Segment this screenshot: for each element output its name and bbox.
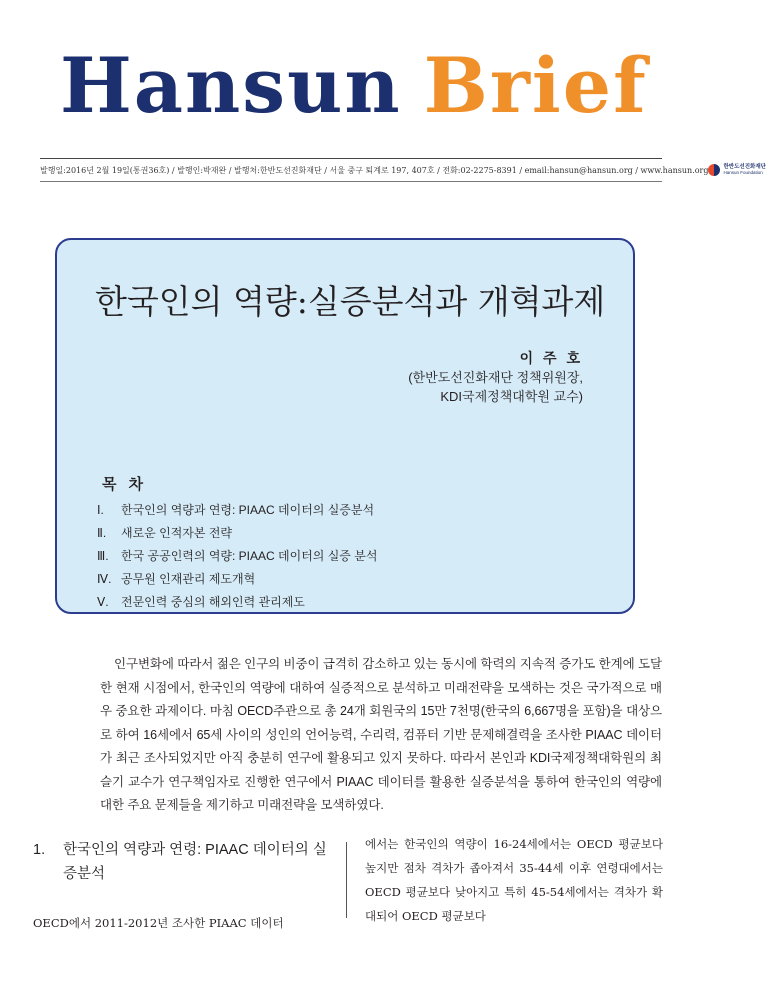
author-name: 이 주 호 xyxy=(519,350,583,366)
section-heading xyxy=(33,838,338,886)
title-box xyxy=(55,238,635,614)
right-column xyxy=(365,832,663,928)
masthead-word-hansun: Hansun xyxy=(60,41,402,130)
toc-item-text: 한국인의 역량과 연령: PIAAC 데이터의 실증분석 xyxy=(121,503,375,517)
toc-item-text: 새로운 인적자본 전략 xyxy=(121,526,232,540)
foundation-logo-text xyxy=(723,165,766,175)
left-column xyxy=(33,838,338,935)
publication-info-bar xyxy=(40,158,766,182)
toc-heading: 목 차 xyxy=(102,476,148,493)
section-title: 한국인의 역량과 연령: PIAAC 데이터의 실증분석 xyxy=(63,842,327,882)
section-number: 1. xyxy=(33,842,46,858)
toc-item-text: 공무원 인재관리 제도개혁 xyxy=(121,572,256,586)
toc-item-number: Ⅲ. xyxy=(97,549,109,563)
toc-item xyxy=(97,522,377,545)
masthead-logo xyxy=(60,41,648,130)
foundation-logo-english: Hansun Foundation xyxy=(723,169,763,175)
body-text-left: OECD에서 2011-2012년 조사한 PIAAC 데이터 xyxy=(33,916,284,930)
body-text-right: 에서는 한국인의 역량이 16-24세에서는 OECD 평균보다 높지만 점차 격차가 좁아져서 35-44세 이후 연령대에서는 OECD 평균보다 낮아지고 특히 45-54세에서는 격차가 확대되어 OECD 평균보다 xyxy=(365,837,663,923)
toc-item-text: 전문인력 중심의 해외인력 관리제도 xyxy=(121,595,305,609)
article-title: 한국인의 역량:실증분석과 개혁과제 xyxy=(95,282,606,321)
publication-info: 발행일:2016년 2월 19일(통권36호) / 발행인:박재완 / 발행처:한반도선진화재단 / 서울 중구 퇴계로 197, 407호 / 전화:02-2275-8391 / email:hansun@hansun.org / www.hansun.org xyxy=(40,165,709,175)
author-block xyxy=(408,348,583,406)
toc-item-number: Ⅴ. xyxy=(97,595,109,609)
toc-item xyxy=(97,568,377,591)
foundation-logo-icon xyxy=(708,164,720,176)
toc-item-text: 한국 공공인력의 역량: PIAAC 데이터의 실증 분석 xyxy=(121,549,378,563)
author-affiliation-line2: KDI국제정책대학원 교수) xyxy=(440,389,583,404)
masthead-word-brief: Brief xyxy=(423,41,648,130)
toc-item-number: Ⅳ. xyxy=(97,572,112,586)
toc-item xyxy=(97,591,377,614)
foundation-logo xyxy=(708,164,766,176)
toc-item-number: Ⅱ. xyxy=(97,526,107,540)
toc-item-number: Ⅰ. xyxy=(97,503,104,517)
author-affiliation-line1: (한반도선진화재단 정책위원장, xyxy=(408,370,583,385)
toc-item xyxy=(97,499,377,522)
column-divider xyxy=(346,842,347,918)
intro-paragraph: 인구변화에 따라서 젊은 인구의 비중이 급격히 감소하고 있는 동시에 학력의 지속적 증가도 한계에 도달한 현재 시점에서, 한국인의 역량에 대하여 실증적으로 분석하고 미래전략을 모색하는 것은 국가적으로 매우 중요한 과제이다. 마침 OECD주관으로 총 24개 회원국의 15만 7천명(한국의 6,667명을 포함)을 대상으로 하여 16세에서 65세 사이의 성인의 언어능력, 수리력, 컴퓨터 기반 문제해결력을 조사한 PIAAC 데이터가 최근 조사되었지만 아직 충분히 연구에 활용되고 있지 못하다. 따라서 본인과 KDI국제정책대학원의 최슬기 교수가 연구책임자로 진행한 연구에서 PIAAC 데이터를 활용한 실증분석을 통하여 한국인의 역량에 대한 주요 문제들을 제기하고 미래전략을 모색하였다. xyxy=(100,657,662,812)
foundation-logo-korean: 한반도선진화재단 xyxy=(723,164,766,170)
toc-item xyxy=(97,545,377,568)
table-of-contents xyxy=(97,499,377,614)
